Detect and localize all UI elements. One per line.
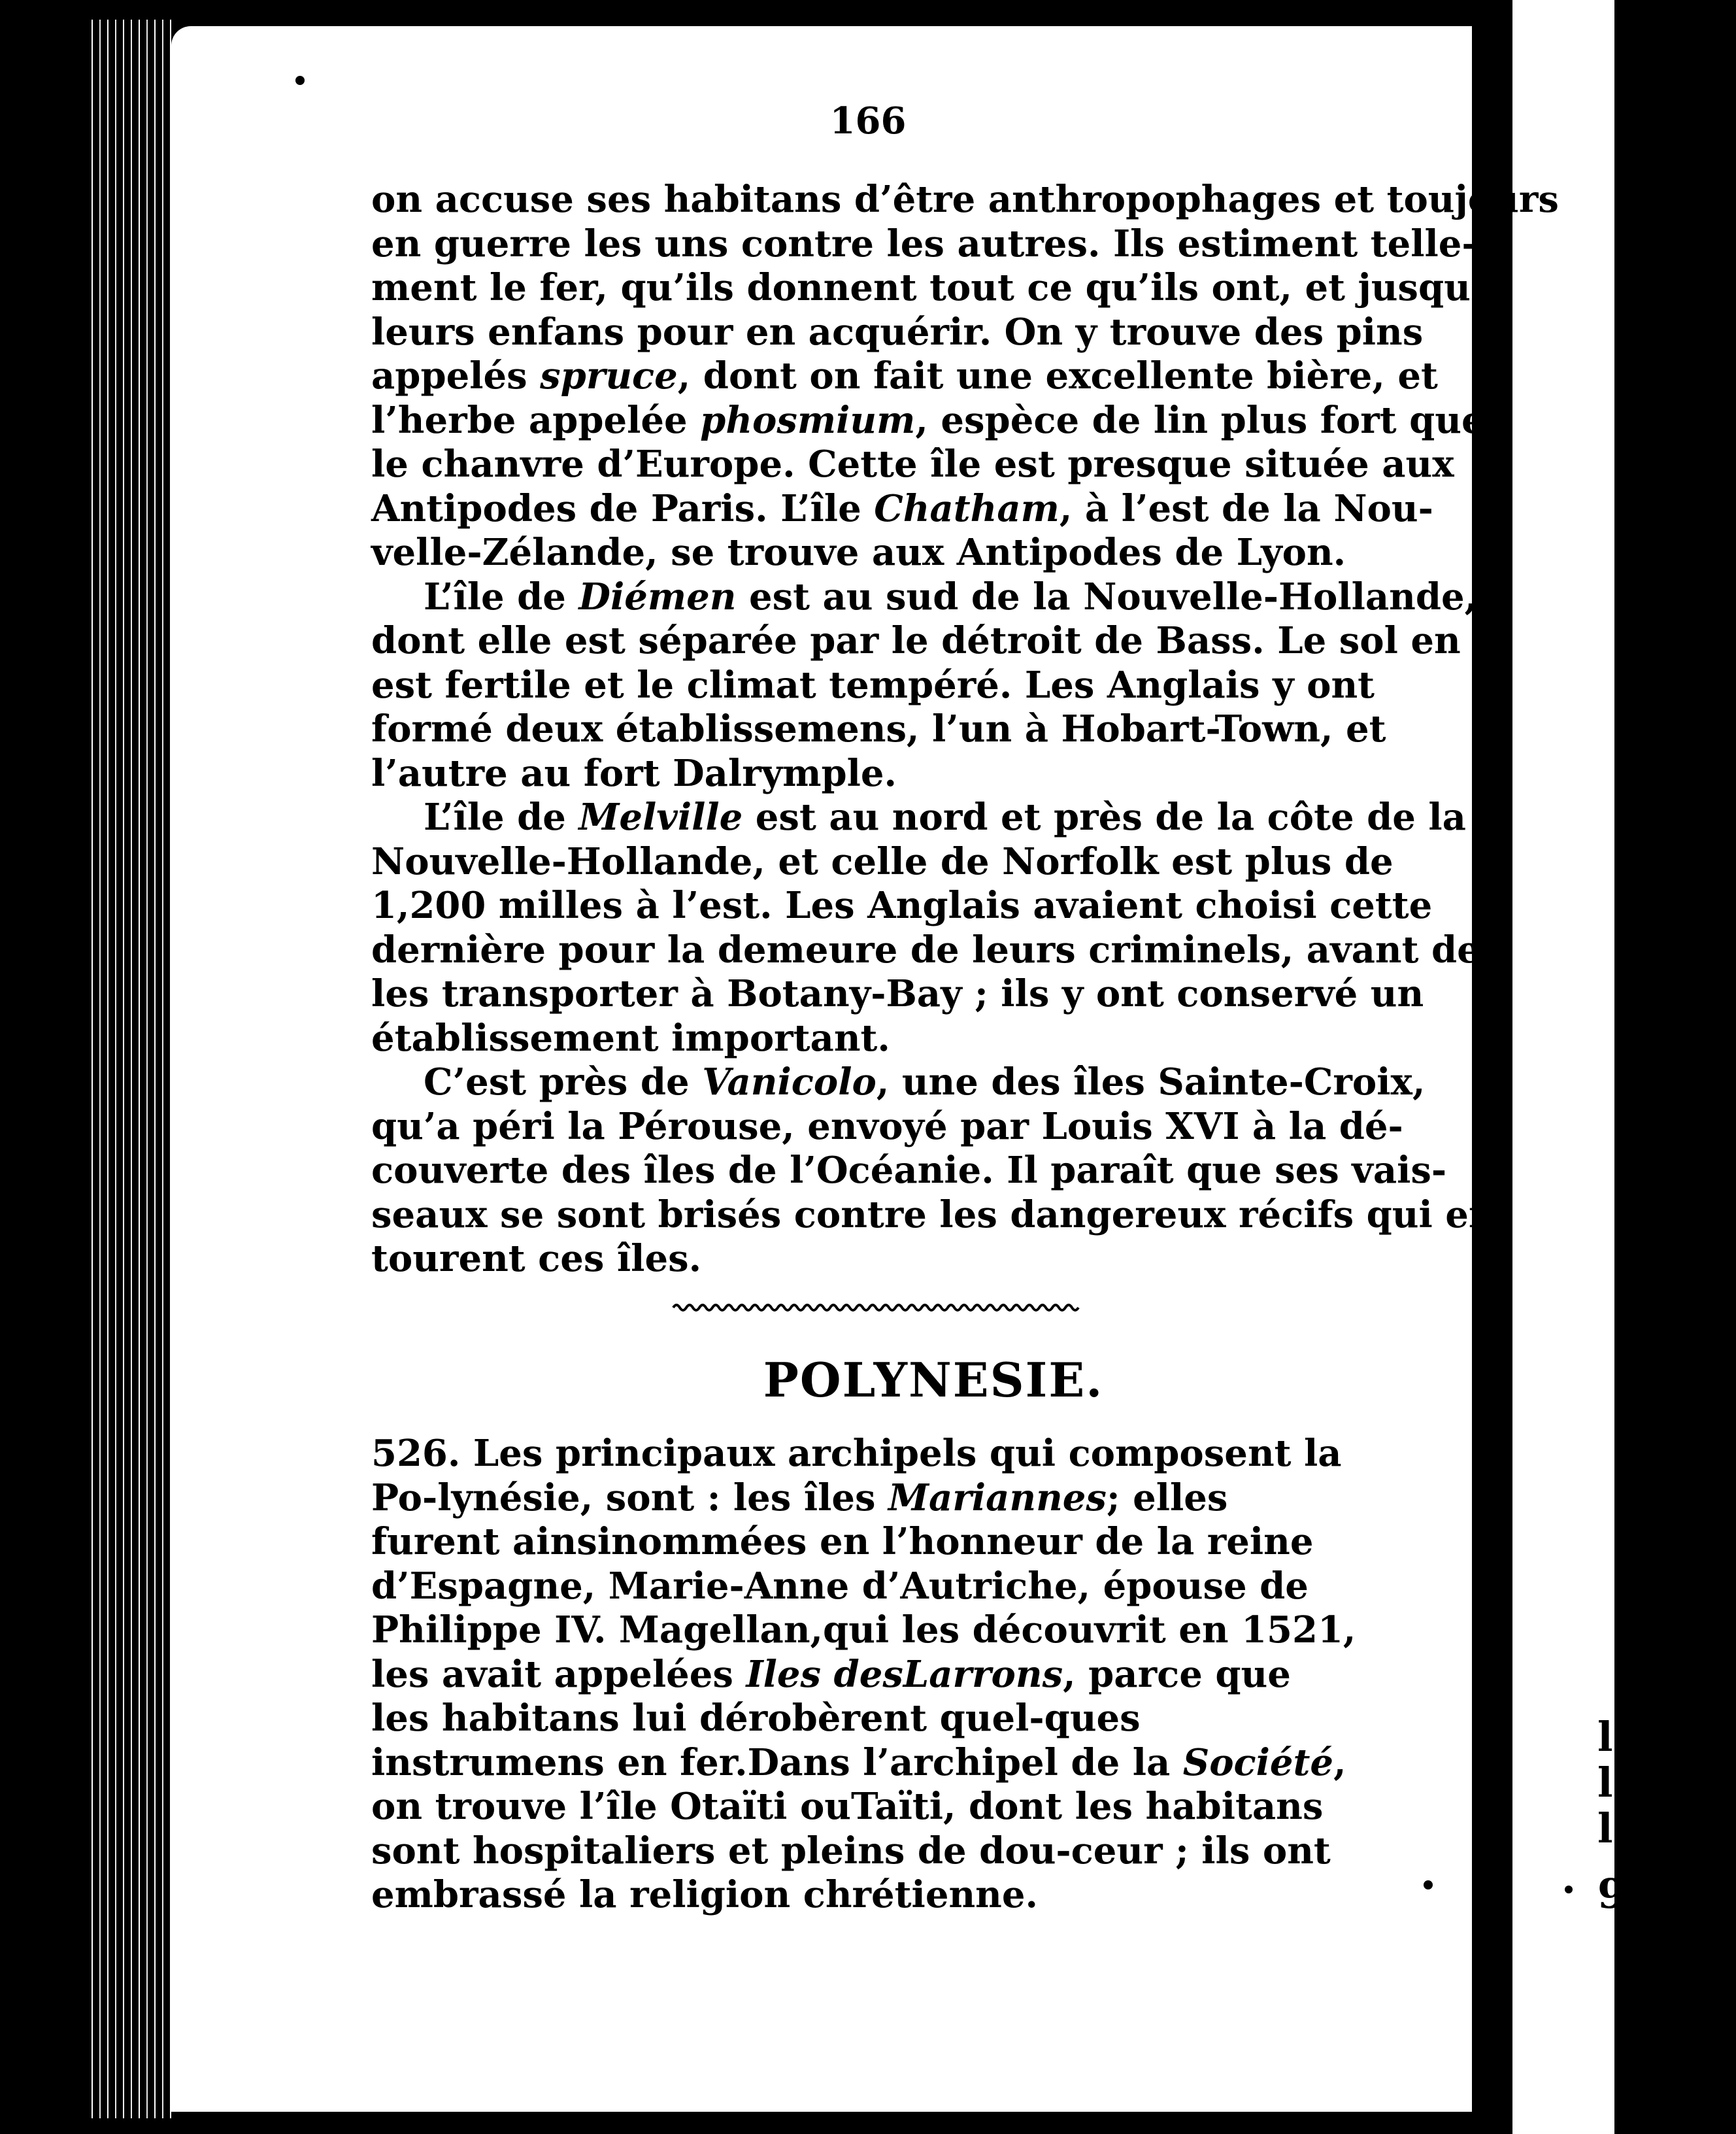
text-line <box>371 884 1433 928</box>
book-page-edges <box>85 20 176 2118</box>
text-run: dernière pour la demeure de leurs criminels, avant de <box>371 928 1480 972</box>
text-run: dont elle est séparée par le détroit de Bass. Le sol en <box>371 619 1461 662</box>
text-line <box>371 310 1424 355</box>
text-line <box>371 928 1480 973</box>
page-number: 166 <box>829 99 907 143</box>
text-run: qui les découvrit en 1521, les avait appelées <box>371 1608 1356 1696</box>
text-run: l’autre au fort Dalrymple. <box>371 751 897 795</box>
text-line <box>371 619 1461 664</box>
text-line <box>371 796 1466 840</box>
text-run: , on trouve l’île Otaïti ou <box>371 1740 1346 1828</box>
text-line <box>371 531 1358 575</box>
text-run: tourent ces îles. <box>371 1237 702 1280</box>
text-line <box>371 178 1559 222</box>
text-line <box>371 1017 1358 1061</box>
text-line <box>371 443 1454 487</box>
text-line <box>371 1149 1447 1193</box>
text-run: ques instrumens en fer. <box>371 1697 1141 1784</box>
facing-page-edge <box>1503 0 1626 2134</box>
text-run: , une des îles Sainte-Croix, <box>876 1060 1426 1104</box>
scan-speck <box>1424 1880 1433 1889</box>
text-run: Nouvelle-Hollande, et celle de Norfolk est plus de <box>371 839 1394 883</box>
italic-term: Vanicolo <box>702 1060 876 1104</box>
text-line <box>371 839 1394 885</box>
text-run: , parce que les habitans lui dérobèrent quel- <box>371 1652 1291 1740</box>
text-line <box>371 1237 1358 1281</box>
text-run: formé deux établissemens, l’un à Hobart-Town, et <box>371 707 1386 751</box>
italic-term: Mariannes <box>888 1476 1107 1519</box>
text-run: 526. Les principaux archipels qui composent la Po- <box>371 1432 1342 1519</box>
text-run: le chanvre d’Europe. Cette île est presque située aux <box>371 443 1454 486</box>
text-run: leurs enfans pour en acquérir. On y trouve des pins <box>371 310 1424 354</box>
italic-term: spruce <box>540 354 678 398</box>
text-line <box>371 1193 1511 1238</box>
italic-term: Iles des <box>746 1652 903 1696</box>
text-run: Antipodes de Paris. L’île <box>371 486 875 530</box>
text-run: qu’a péri la Pérouse, envoyé par Louis XVI à la dé- <box>371 1104 1403 1148</box>
italic-term: Diémen <box>578 575 737 618</box>
text-line <box>371 486 1433 532</box>
body-text-bottom <box>371 1432 1358 1918</box>
section-title: POLYNESIE. <box>763 1352 1104 1408</box>
text-line <box>371 707 1386 752</box>
text-run: seaux se sont brisés contre les dangereux récifs qui en- <box>371 1193 1511 1236</box>
text-run: établissement important. <box>371 1016 890 1060</box>
text-line <box>371 266 1507 311</box>
text-run: en guerre les uns contre les autres. Ils estiment telle- <box>371 222 1477 265</box>
text-line <box>371 1060 1426 1105</box>
text-run: couverte des îles de l’Océanie. Il paraît que ses vais- <box>371 1149 1447 1192</box>
text-run: appelés <box>371 354 541 398</box>
scan-speck <box>295 76 305 85</box>
text-run: Taïti, dont les habitans sont hospitaliers et pleins de dou- <box>371 1785 1324 1872</box>
text-line <box>371 222 1477 267</box>
text-run: , dont on fait une excellente bière, et <box>677 354 1438 398</box>
italic-term: phosmium <box>700 398 916 442</box>
italic-term: Société <box>1182 1740 1334 1784</box>
text-run: les transporter à Botany-Bay ; ils y ont conservé un <box>371 972 1424 1015</box>
body-text-top <box>371 178 1559 1281</box>
facing-page-glyph: l <box>1597 1804 1613 1852</box>
text-run: , à l’est de la Nou- <box>1059 486 1433 530</box>
italic-term: Melville <box>578 796 743 839</box>
text-run: ceur ; ils ont embrassé la religion chrétienne. <box>371 1829 1331 1916</box>
text-line <box>371 1104 1403 1149</box>
wavy-divider <box>673 1301 1078 1314</box>
scan-speck <box>1565 1886 1573 1893</box>
text-run: l’herbe appelée <box>371 398 701 442</box>
text-line <box>371 752 1358 796</box>
text-run: Anne d’Autriche, épouse de Philippe IV. Magellan, <box>371 1564 1309 1651</box>
text-run: C’est près de <box>424 1060 703 1104</box>
facing-page-glyph: 9 <box>1597 1870 1626 1918</box>
text-line <box>371 398 1485 443</box>
text-run: est fertile et le climat tempéré. Les Anglais y ont <box>371 663 1375 707</box>
text-run: velle-Zélande, se trouve aux Antipodes de Lyon. <box>371 531 1346 574</box>
text-line <box>371 663 1375 708</box>
text-run: L’île de <box>424 575 579 618</box>
text-line <box>371 972 1424 1017</box>
text-run: est au sud de la Nouvelle-Hollande, <box>736 575 1478 618</box>
text-run: on accuse ses habitans d’être anthropophages et toujours <box>371 178 1559 221</box>
text-run: est au nord et près de la côte de la <box>743 796 1466 839</box>
text-run: L’île de <box>424 796 579 839</box>
text-run: ment le fer, qu’ils donnent tout ce qu’ils ont, et jusqu’à <box>371 266 1507 309</box>
italic-term: Chatham <box>874 486 1060 530</box>
italic-term: Larrons <box>903 1652 1063 1696</box>
text-run: Dans l’archipel de la <box>747 1740 1183 1784</box>
facing-page-glyph: l <box>1597 1713 1613 1761</box>
text-run: 1,200 milles à l’est. Les Anglais avaient choisi cette <box>371 884 1433 927</box>
text-line <box>371 354 1438 399</box>
text-run: nommées en l’honneur de la reine d’Espagne, Marie- <box>371 1520 1314 1608</box>
text-run: lynésie, sont : les îles <box>437 1476 889 1519</box>
text-run: ; elles furent ainsi <box>371 1476 1228 1563</box>
text-line <box>371 575 1478 620</box>
text-run: , espèce de lin plus fort que <box>915 398 1485 442</box>
facing-page-glyph: l <box>1597 1759 1613 1806</box>
